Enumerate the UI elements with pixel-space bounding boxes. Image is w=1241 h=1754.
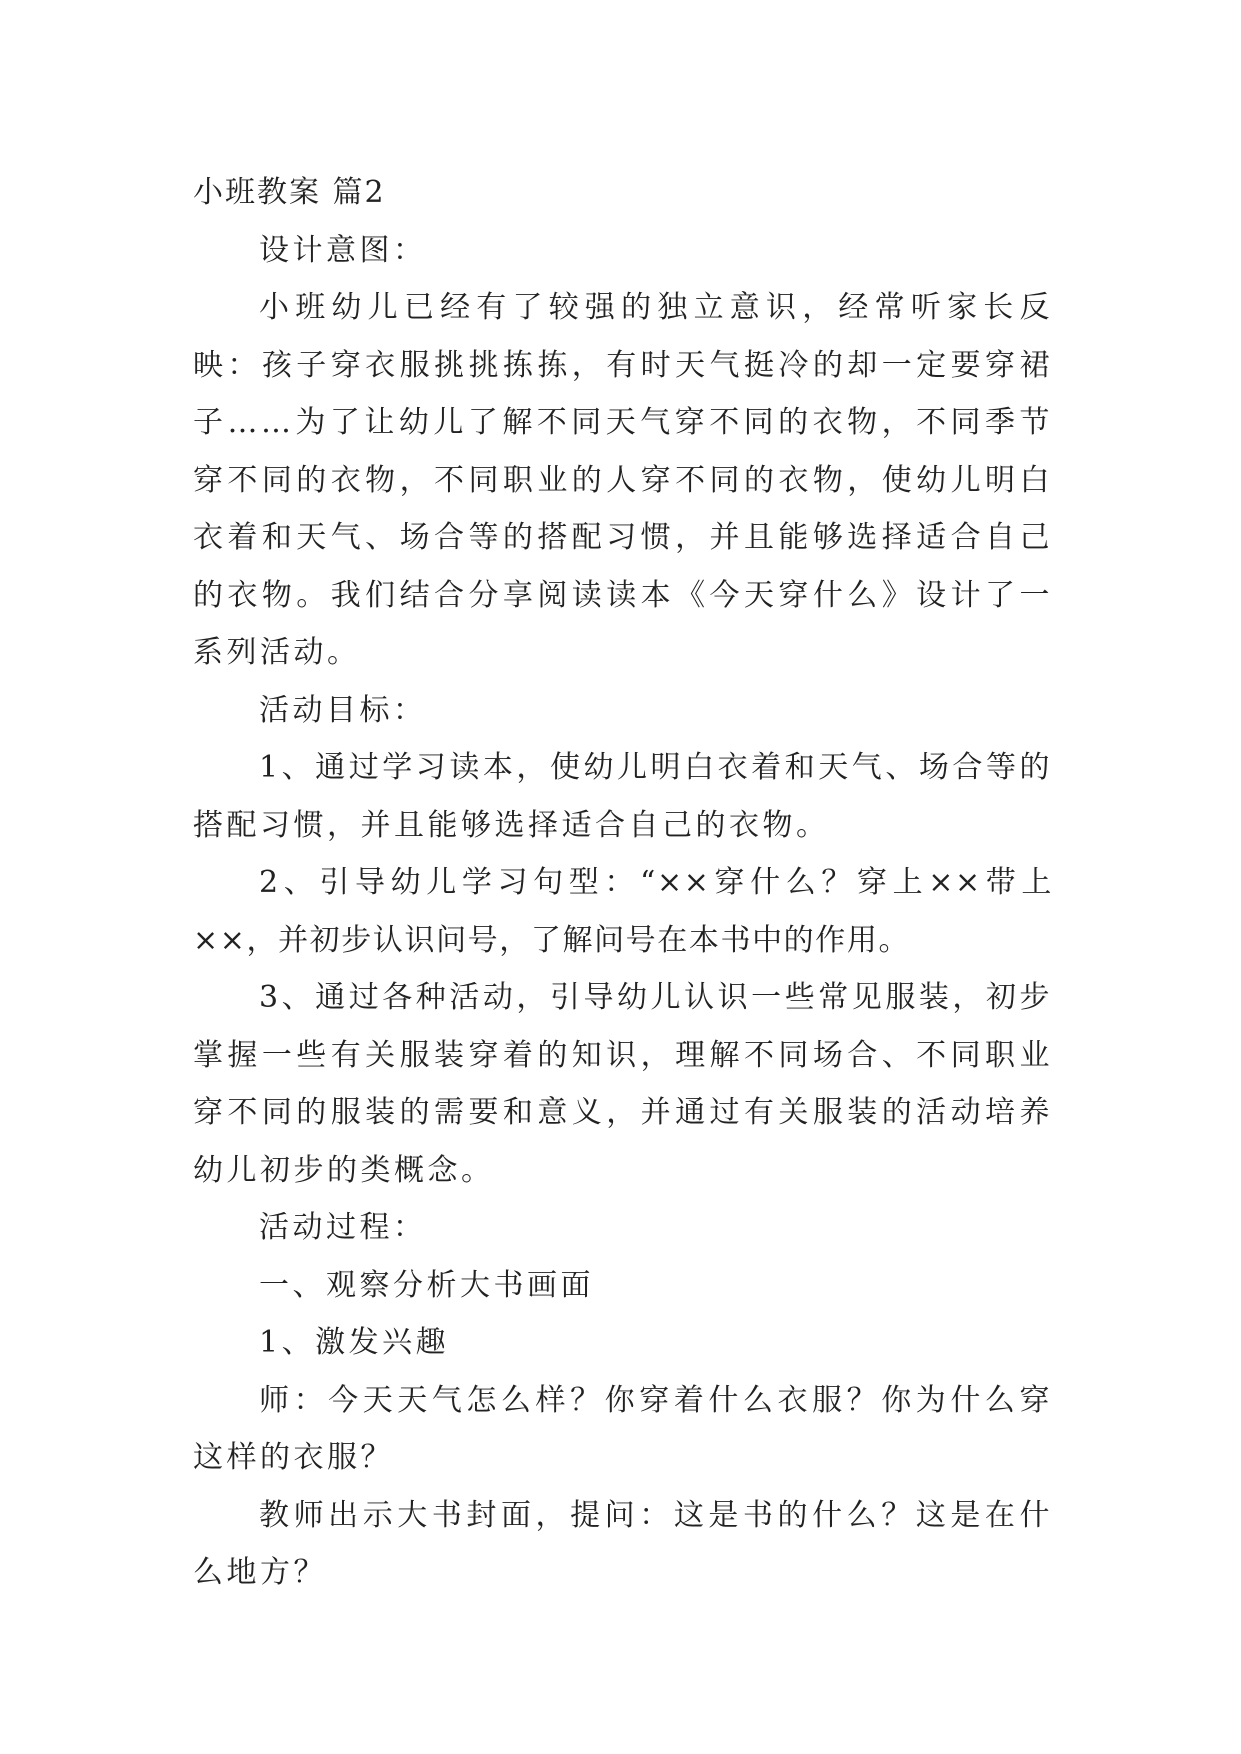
section-heading-activity-process: 活动过程：	[259, 1210, 427, 1245]
process-step-heading-1: 一、观察分析大书画面	[259, 1267, 594, 1303]
goal-item-1: 1、通过学习读本，使幼儿明白衣着和天气、场合等的搭配习惯，并且能够选择适合自己的衣物。	[193, 750, 1053, 843]
section-heading-activity-goals: 活动目标：	[259, 692, 427, 728]
section-heading-design-intent: 设计意图：	[259, 232, 427, 268]
page-title: 小班教案 篇2	[193, 175, 386, 210]
goal-item-3: 3、通过各种活动，引导幼儿认识一些常见服装，初步掌握一些有关服装穿着的知识，理解不同场合、不同职业穿不同的服装的需要和意义，并通过有关服装的活动培养幼儿初步的类概念。	[193, 980, 1053, 1188]
process-substep-1: 1、激发兴趣	[259, 1325, 450, 1360]
goal-item-2: 2、引导幼儿学习句型：“××穿什么？穿上××带上××，并初步认识问号，了解问号在本书中的作用。	[193, 865, 1053, 958]
teacher-cover-question: 教师出示大书封面，提问：这是书的什么？这是在什么地方？	[193, 1497, 1053, 1590]
paragraph-design-intent: 小班幼儿已经有了较强的独立意识，经常听家长反映：孩子穿衣服挑挑拣拣，有时天气挺冷的却一定要穿裙子……为了让幼儿了解不同天气穿不同的衣物，不同季节穿不同的衣物，不同职业的人穿不同的衣物，使幼儿明白衣着和天气、场合等的搭配习惯，并且能够选择适合自己的衣物。我们结合分享阅读读本《今天穿什么》设计了一系列活动。	[193, 290, 1053, 670]
teacher-question: 师：今天天气怎么样？你穿着什么衣服？你为什么穿这样的衣服？	[193, 1382, 1053, 1475]
document-body	[193, 164, 1053, 1602]
